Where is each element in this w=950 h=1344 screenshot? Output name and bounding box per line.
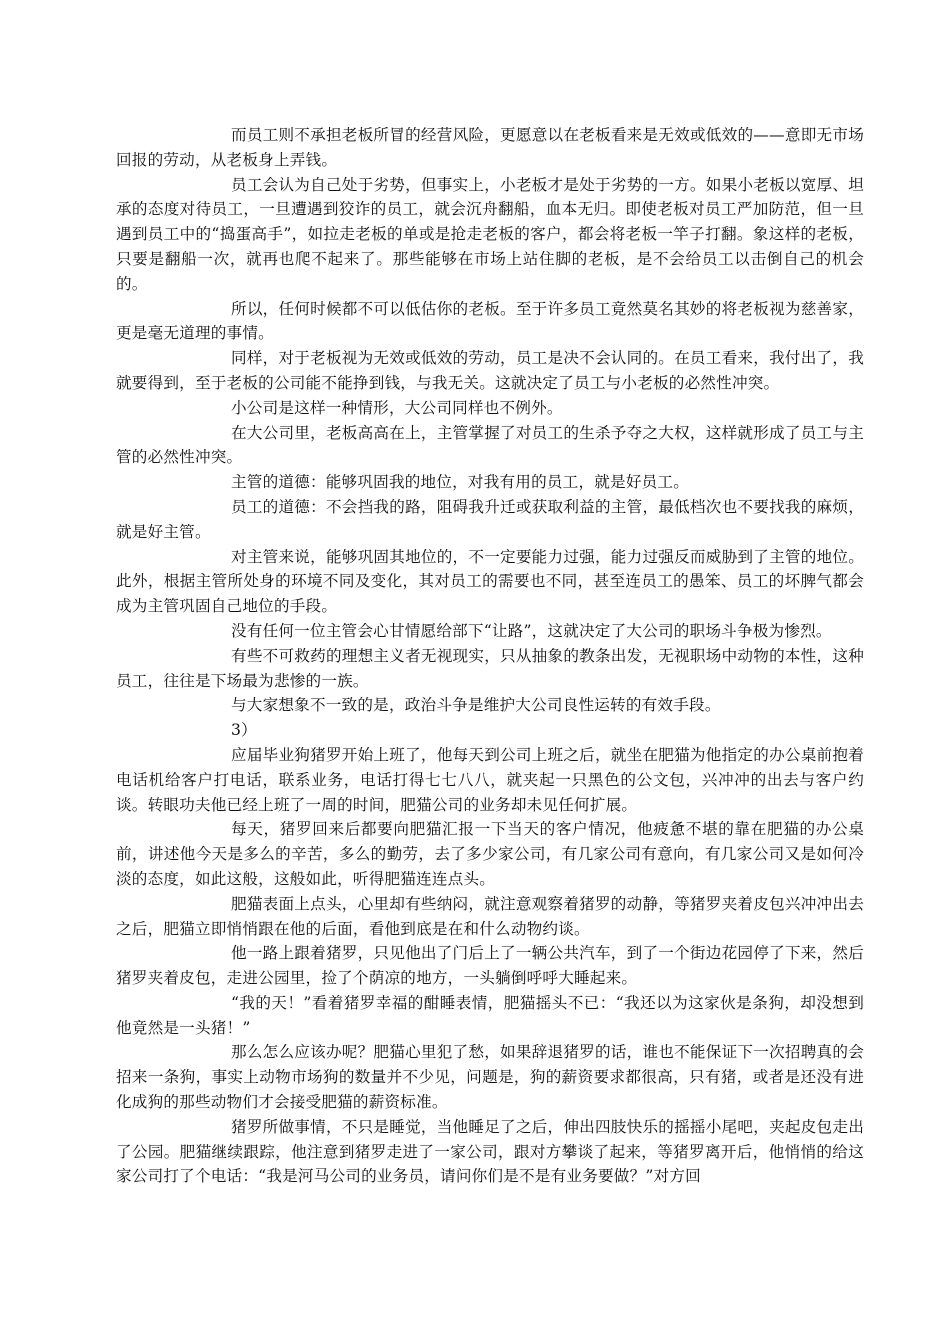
paragraph-4: 同样，对于老板视为无效或低效的劳动，员工是决不会认同的。在员工看来，我付出了，我就要得到，至于老板的公司能不能挣到钱，与我无关。这就决定了员工与小老板的必然性冲突。 — [116, 349, 864, 392]
paragraph-2: 员工会认为自己处于劣势，但事实上，小老板才是处于劣势的一方。如果小老板以宽厚、坦承的态度对待员工，一旦遭遇到狡诈的员工，就会沉舟翻船，血本无归。即使老板对员工严加防范，但一旦遇到员工中的“捣蛋高手”，如拉走老板的单或是抢走老板的客户，都会将老板一竿子打翻。象这样的老板，只要是翻船一次，就再也爬不起来了。那些能够在市场上站住脚的老板，是不会给员工以击倒自己的机会的。 — [116, 175, 864, 293]
paragraph-11: 有些不可救药的理想主义者无视现实，只从抽象的教条出发，无视职场中动物的本性，这种员工，往往是下场最为悲惨的一族。 — [116, 646, 864, 690]
paragraph-6: 在大公司里，老板高高在上，主管掌握了对员工的生杀予夺之大权，这样就形成了员工与主管的必然性冲突。 — [116, 423, 864, 467]
paragraph-12: 与大家想象不一致的是，政治斗争是维护大公司良性运转的有效手段。 — [231, 696, 721, 715]
paragraph-8: 员工的道德：不会挡我的路，阻碍我升迁或获取利益的主管，最低档次也不要找我的麻烦，就是好主管。 — [116, 497, 864, 541]
paragraph-7: 主管的道德：能够巩固我的地位，对我有用的员工，就是好员工。 — [231, 473, 690, 492]
document-page — [116, 123, 864, 1189]
paragraph-16: 肥猫表面上点头，心里却有些纳闷，就注意观察着猪罗的动静，等猪罗夹着皮包兴冲冲出去之后，肥猫立即悄悄跟在他的后面，看他到底是在和什么动物约谈。 — [116, 894, 864, 938]
paragraph-3: 所以，任何时候都不可以低估你的老板。至于许多员工竟然莫名其妙的将老板视为慈善家，更是毫无道理的事情。 — [116, 299, 864, 343]
section-number: 3） — [231, 721, 257, 740]
paragraph-18: “我的天！”看着猪罗幸福的酣睡表情，肥猫摇头不已：“我还以为这家伙是条狗，却没想到他竟然是一头猪！” — [116, 993, 864, 1037]
paragraph-17: 他一路上跟着猪罗，只见他出了门后上了一辆公共汽车，到了一个街边花园停了下来，然后猪罗夹着皮包，走进公园里，捡了个荫凉的地方，一头躺倒呼呼大睡起来。 — [116, 944, 864, 988]
paragraph-14: 应届毕业狗猪罗开始上班了，他每天到公司上班之后，就坐在肥猫为他指定的办公桌前抱着电话机给客户打电话，联系业务，电话打得七七八八，就夹起一只黑色的公文包，兴冲冲的出去与客户约谈。转眼功夫他已经上班了一周的时间，肥猫公司的业务却未见任何扩展。 — [116, 745, 864, 814]
paragraph-9: 对主管来说，能够巩固其地位的，不一定要能力过强，能力过强反而威胁到了主管的地位。此外，根据主管所处身的环境不同及变化，其对员工的需要也不同，甚至连员工的愚笨、员工的坏脾气都会成为主管巩固自己地位的手段。 — [116, 547, 864, 616]
paragraph-10: 没有任何一位主管会心甘情愿给部下“让路”，这就决定了大公司的职场斗争极为惨烈。 — [231, 621, 832, 640]
paragraph-1: 而员工则不承担老板所冒的经营风险，更愿意以在老板看来是无效或低效的——意即无市场回报的劳动，从老板身上弄钱。 — [116, 126, 864, 169]
paragraph-19: 那么怎么应该办呢？肥猫心里犯了愁，如果辞退猪罗的话，谁也不能保证下一次招聘真的会招来一条狗，事实上动物市场狗的数量并不少见，问题是，狗的薪资要求都很高，只有猪，或者是还没有进化成狗的那些动物们才会接受肥猫的薪资标准。 — [116, 1043, 864, 1112]
paragraph-20: 猪罗所做事情，不只是睡觉，当他睡足了之后，伸出四肢快乐的摇摇小尾吧，夹起皮包走出了公园。肥猫继续跟踪，他注意到猪罗走进了一家公司，跟对方攀谈了起来，等猪罗离开后，他悄悄的给这家公司打了个电话：“我是河马公司的业务员，请问你们是不是有业务要做？”对方回 — [116, 1117, 864, 1186]
paragraph-15: 每天，猪罗回来后都要向肥猫汇报一下当天的客户情况，他疲惫不堪的靠在肥猫的办公桌前，讲述他今天是多么的辛苦，多么的勤劳，去了多少家公司，有几家公司有意向，有几家公司又是如何冷淡的态度，如此这般，这般如此，听得肥猫连连点头。 — [116, 820, 864, 888]
paragraph-5: 小公司是这样一种情形，大公司同样也不例外。 — [231, 398, 563, 417]
